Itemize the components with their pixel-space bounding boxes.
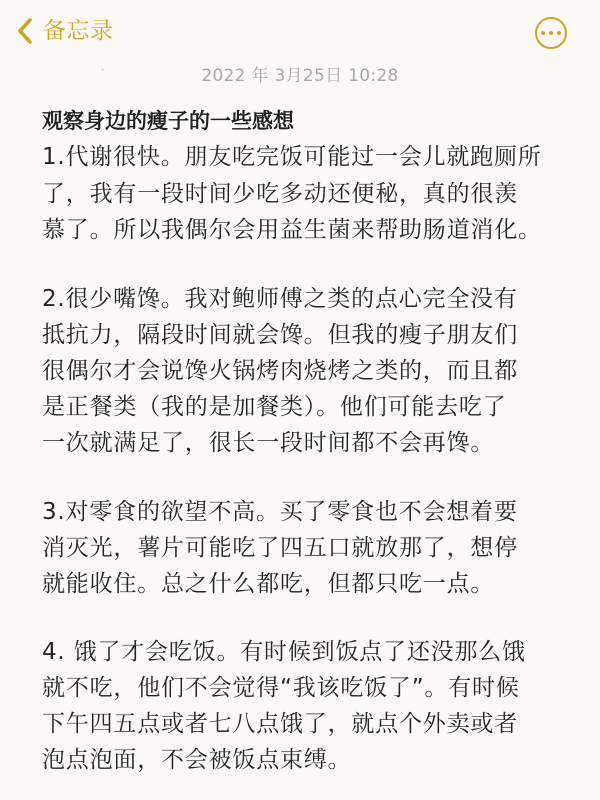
- note-body-line[interactable]: 了，我有一段时间少吃多动还便秘，真的很羡: [42, 181, 518, 207]
- note-body-line[interactable]: 是正餐类（我的是加餐类）。他们可能去吃了: [42, 394, 507, 420]
- more-options-button[interactable]: [535, 17, 567, 49]
- note-body-line[interactable]: 泡点泡面，不会被饭点束缚。: [42, 747, 352, 773]
- back-button-label: 备忘录: [43, 18, 114, 44]
- note-body-line[interactable]: 2.很少嘴馋。我对鲍师傅之类的点心完全没有: [42, 286, 518, 312]
- ellipsis-dot-icon: [557, 31, 561, 35]
- note-body-line[interactable]: 很偶尔才会说馋火锅烤肉烧烤之类的，而且都: [42, 358, 518, 384]
- note-body-line[interactable]: 一次就满足了，很长一段时间都不会再馋。: [42, 430, 495, 456]
- chevron-left-icon: [14, 17, 36, 45]
- note-body-line[interactable]: 1.代谢很快。朋友吃完饭可能过一会儿就跑厕所: [42, 144, 542, 170]
- note-body-line[interactable]: 就不吃，他们不会觉得“我该吃饭了”。有时候: [42, 675, 520, 701]
- ellipsis-dot-icon: [549, 31, 553, 35]
- note-body-line[interactable]: 3.对零食的欲望不高。买了零食也不会想着要: [42, 499, 518, 525]
- navigation-bar: [0, 0, 600, 62]
- note-body-line[interactable]: 抵抗力，隔段时间就会馋。但我的瘦子朋友们: [42, 322, 518, 348]
- note-timestamp: 2022 年 3月25日 10:28: [201, 66, 399, 86]
- note-title[interactable]: 观察身边的瘦子的一些感想: [42, 109, 294, 133]
- note-body-line[interactable]: 4. 饿了才会吃饭。有时候到饭点了还没那么饿: [42, 639, 526, 665]
- back-button[interactable]: [14, 12, 114, 50]
- note-body-line[interactable]: 下午四五点或者七八点饿了，就点个外卖或者: [42, 711, 518, 737]
- note-body-line[interactable]: 消灭光，薯片可能吃了四五口就放那了，想停: [42, 535, 518, 561]
- note-body-line[interactable]: 就能收住。总之什么都吃，但都只吃一点。: [42, 571, 495, 597]
- ellipsis-dot-icon: [541, 31, 545, 35]
- note-body-line[interactable]: 慕了。所以我偶尔会用益生菌来帮助肠道消化。: [42, 217, 542, 243]
